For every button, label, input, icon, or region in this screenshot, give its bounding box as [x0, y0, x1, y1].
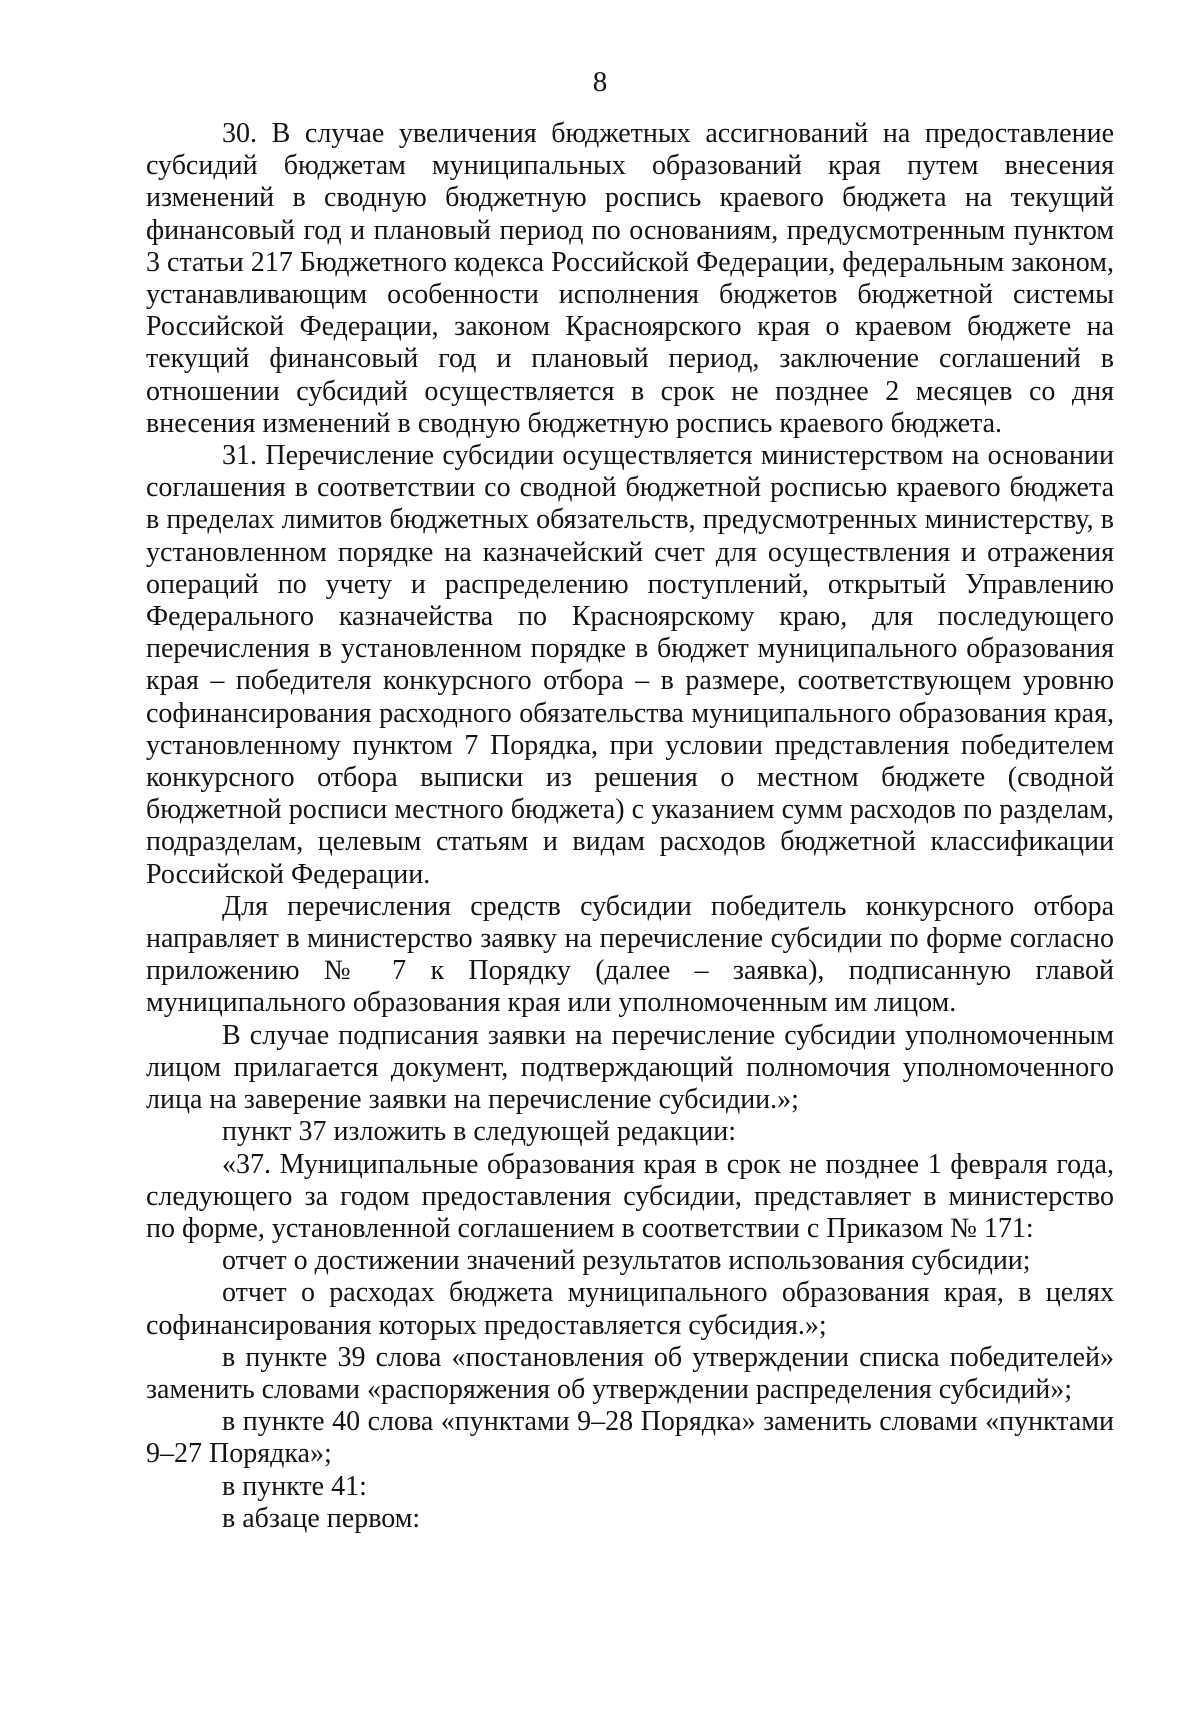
paragraph-report-expenses: отчет о расходах бюджета муниципального образования края, в целях софинансирования которых предоставляется субсидия.»;: [146, 1277, 1114, 1341]
paragraph-30: 30. В случае увеличения бюджетных ассигнований на предоставление субсидий бюджетам муниципальных образований края путем внесения изменений в сводную бюджетную роспись краевого бюджета на текущий финансовый год и плановый период по основаниям, предусмотренным пунктом 3 статьи 217 Бюджетного кодекса Российской Федерации, федеральным законом, устанавливающим особенности исполнения бюджетов бюджетной системы Российской Федерации, законом Красноярского края о краевом бюджете на текущий финансовый год и плановый период, заключение соглашений в отношении субсидий осуществляется в срок не позднее 2 месяцев со дня внесения изменений в сводную бюджетную роспись краевого бюджета.: [146, 118, 1114, 439]
paragraph-amend-39: в пункте 39 слова «постановления об утверждении списка победителей» заменить словами «распоряжения об утверждении распределения субсидий»;: [146, 1341, 1114, 1405]
page-number: 8: [592, 66, 608, 98]
document-body: [146, 118, 1114, 1535]
paragraph-report-results: отчет о достижении значений результатов использования субсидии;: [222, 1245, 1031, 1277]
paragraph-transfer-request: Для перечисления средств субсидии победитель конкурсного отбора направляет в министерство заявку на перечисление субсидии по форме согласно приложению № 7 к Порядку (далее – заявка), подписанную главой муниципального образования края или уполномоченным им лицом.: [146, 890, 1114, 1019]
paragraph-amend-37: пункт 37 изложить в следующей редакции:: [222, 1116, 736, 1148]
paragraph-amend-41: в пункте 41:: [222, 1470, 367, 1502]
paragraph-authorized-person: В случае подписания заявки на перечисление субсидии уполномоченным лицом прилагается документ, подтверждающий полномочия уполномоченного лица на заверение заявки на перечисление субсидии.»;: [146, 1019, 1114, 1116]
paragraph-amend-40: в пункте 40 слова «пунктами 9–28 Порядка» заменить словами «пунктами 9–27 Порядка»;: [146, 1406, 1114, 1470]
paragraph-37: «37. Муниципальные образования края в срок не позднее 1 февраля года, следующего за годом предоставления субсидии, представляет в министерство по форме, установленной соглашением в соответствии с Приказом № 171:: [146, 1148, 1114, 1244]
paragraph-first-subparagraph: в абзаце первом:: [222, 1502, 421, 1534]
paragraph-31: 31. Перечисление субсидии осуществляется министерством на основании соглашения в соответствии со сводной бюджетной росписью краевого бюджета в пределах лимитов бюджетных обязательств, предусмотренных министерству, в установленном порядке на казначейский счет для осуществления и отражения операций по учету и распределению поступлений, открытый Управлению Федерального казначейства по Красноярскому краю, для последующего перечисления в установленном порядке в бюджет муниципального образования края – победителя конкурсного отбора – в размере, соответствующем уровню софинансирования расходного обязательства муниципального образования края, установленному пунктом 7 Порядка, при условии представления победителем конкурсного отбора выписки из решения о местном бюджете (сводной бюджетной росписи местного бюджета) с указанием сумм расходов по разделам, подразделам, целевым статьям и видам расходов бюджетной классификации Российской Федерации.: [146, 440, 1114, 890]
